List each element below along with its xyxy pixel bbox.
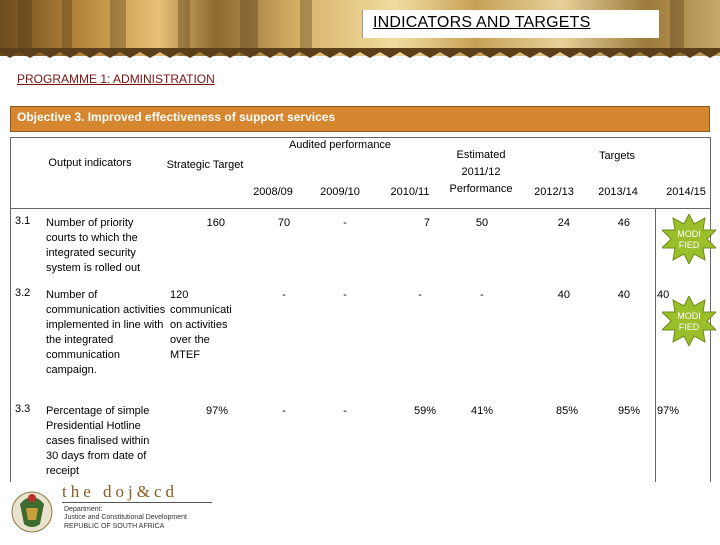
modified-starburst-badge (662, 214, 716, 264)
value-2009-10: - (343, 289, 347, 301)
header-audited-performance: Audited performance (288, 139, 392, 151)
row-number: 3.1 (15, 215, 31, 227)
banner-zigzag (0, 48, 720, 60)
target-2013-14: 40 (617, 289, 630, 301)
brand-name: the doj&cd (62, 482, 179, 501)
page-title: INDICATORS AND TARGETS (373, 14, 591, 31)
svg-text:FIED: FIED (678, 240, 700, 250)
department-label: Department: (64, 506, 103, 513)
value-2009-10: - (343, 405, 347, 417)
target-2012-13: 40 (557, 289, 570, 301)
value-2010-11: 7 (423, 217, 430, 229)
objective-text: Objective 3. Improved effectiveness of support services (17, 110, 336, 124)
brand-divider (62, 502, 212, 503)
header-year-2010-11: 2010/11 (390, 186, 430, 198)
value-estimated: 41% (470, 405, 494, 417)
strategic-target: 120 communicati on activities over the MTEF (170, 289, 232, 361)
value-2010-11: - (418, 289, 422, 301)
target-2013-14: 95% (617, 405, 640, 417)
value-2008-09: - (282, 405, 286, 417)
modified-starburst-badge (662, 296, 716, 346)
svg-text:MODI: MODI (677, 311, 701, 321)
indicator-text: Percentage of simple Presidential Hotline cases finalised within 30 days from date of receipt (46, 405, 150, 477)
svg-text:MODI: MODI (677, 229, 701, 239)
target-2014-15: 97% (657, 405, 680, 417)
value-2008-09: 70 (277, 217, 291, 229)
country-name: REPUBLIC OF SOUTH AFRICA (64, 523, 165, 530)
header-targets: Targets (598, 150, 636, 162)
row-number: 3.2 (15, 287, 31, 299)
strategic-target: 160 (206, 217, 225, 229)
department-name: Justice and Constitutional Development (64, 514, 187, 521)
value-estimated: 50 (475, 217, 489, 229)
indicator-text: Number of communication activities implemented in line with the integrated communication campaign. (46, 289, 166, 376)
header-year-2008-09: 2008/09 (253, 186, 293, 198)
header-estimated-performance: Estimated 2011/12 Performance (449, 149, 513, 195)
header-output-indicators: Output indicators (48, 157, 132, 169)
target-2014-15: 40 (657, 289, 670, 301)
target-2013-14: 46 (617, 217, 630, 229)
strategic-target: 97% (205, 405, 228, 417)
footer-logo (0, 482, 240, 540)
value-2008-09: - (282, 289, 286, 301)
table-border (10, 208, 710, 209)
value-2010-11: 59% (413, 405, 436, 417)
programme-subtitle: PROGRAMME 1: ADMINISTRATION (17, 72, 215, 86)
header-strategic-target: Strategic Target (166, 159, 244, 171)
value-estimated: - (480, 289, 484, 301)
indicator-text: Number of priority courts to which the integrated security system is rolled out (46, 217, 141, 274)
header-year-2014-15: 2014/15 (666, 186, 706, 198)
header-year-2013-14: 2013/14 (598, 186, 638, 198)
row-number: 3.3 (15, 403, 31, 415)
header-year-2009-10: 2009/10 (320, 186, 360, 198)
table-border (655, 208, 656, 482)
svg-text:FIED: FIED (678, 322, 700, 332)
target-2012-13: 85% (555, 405, 578, 417)
value-2009-10: - (343, 217, 347, 229)
table-border (10, 137, 11, 482)
target-2012-13: 24 (557, 217, 570, 229)
header-year-2012-13: 2012/13 (534, 186, 574, 198)
